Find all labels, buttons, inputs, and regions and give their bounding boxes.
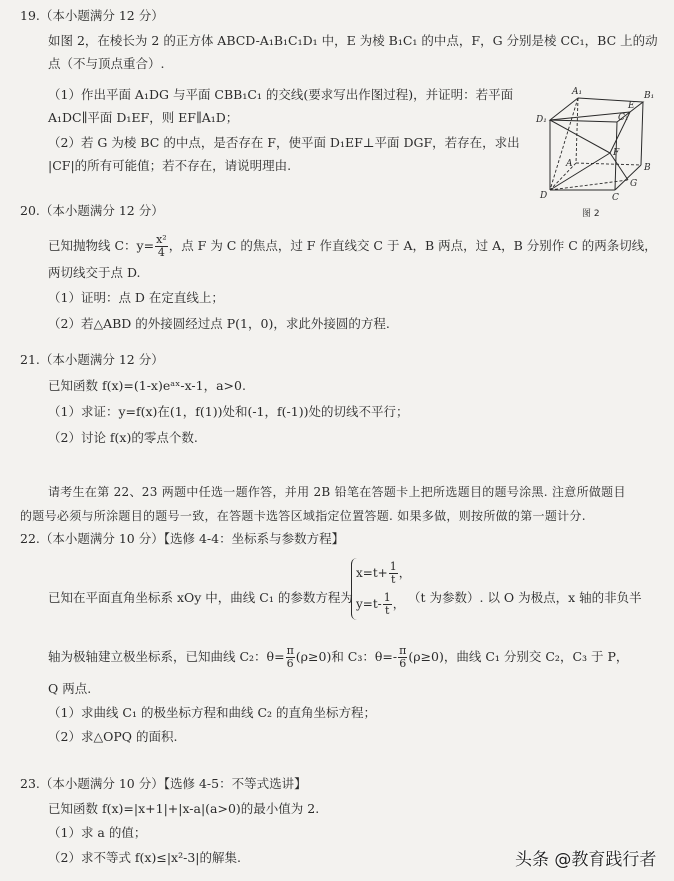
- label-a1: A₁: [572, 87, 583, 97]
- label-g: G: [630, 179, 638, 189]
- q23-header: 23.（本小题满分 10 分）【选修 4-5：不等式选讲】: [20, 776, 307, 791]
- label-c: C: [612, 193, 619, 203]
- eq-x-text: x=t+: [356, 566, 388, 580]
- q21-part2: （2）讨论 f(x)的零点个数.: [48, 430, 198, 445]
- q20-text-a: 已知抛物线 C：y=: [48, 238, 155, 253]
- q22-after: （t 为参数）. 以 O 为极点，x 轴的非负半: [408, 590, 642, 605]
- eq-x: [356, 558, 411, 589]
- q22-part1: （1）求曲线 C₁ 的极坐标方程和曲线 C₂ 的直角坐标方程；: [48, 705, 376, 720]
- q19-part1: A₁DC∥平面 D₁EF，则 EF∥A₁D；: [48, 110, 239, 125]
- label-c1: C₁: [618, 113, 629, 123]
- label-d1: D₁: [536, 115, 547, 125]
- q23-text: 已知函数 f(x)=|x+1|+|x-a|(a>0)的最小值为 2.: [48, 801, 320, 816]
- instruction-note: 的题号必须与所涂题目的题号一致，在答题卡选答区域指定位置答题. 如果多做，则按所做的第一题计分.: [20, 509, 586, 523]
- fraction: [286, 645, 295, 670]
- q23-part2: （2）求不等式 f(x)≤|x²-3|的解集.: [48, 850, 241, 865]
- numerator: 1: [389, 560, 397, 573]
- q19-text: 点（不与顶点重合）.: [48, 56, 165, 71]
- q19-header: 19.（本小题满分 12 分）: [20, 8, 164, 23]
- fraction: [398, 645, 407, 670]
- q22-line2: [48, 642, 628, 672]
- label-b1: B₁: [644, 91, 655, 101]
- figure-caption: 图 2: [582, 209, 600, 219]
- q19-part2: （2）若 G 为棱 BC 的中点，是否存在 F，使平面 D₁EF⊥平面 DGF，若存在，求出: [48, 135, 520, 150]
- q19-part1: （1）作出平面 A₁DG 与平面 CBB₁C₁ 的交线(要求写出作图过程)，并证明：若平面: [48, 87, 514, 102]
- q21-header: 21.（本小题满分 12 分）: [20, 352, 164, 367]
- denominator: 6: [399, 657, 407, 670]
- fraction: [383, 592, 392, 617]
- q20-part1: （1）证明：点 D 在定直线上；: [48, 290, 224, 305]
- comma: ，: [392, 597, 405, 611]
- numerator: π: [399, 644, 407, 657]
- q23-part1: （1）求 a 的值；: [48, 825, 147, 840]
- watermark: 头条 @教育践行者: [515, 850, 657, 870]
- q20-text-b: ，点 F 为 C 的焦点，过 F 作直线交 C 于 A，B 两点，过 A，B 分别作 C 的两条切线，: [168, 238, 657, 253]
- denominator: 4: [157, 246, 165, 259]
- q20-part2: （2）若△ABD 的外接圆经过点 P(1，0)，求此外接圆的方程.: [48, 316, 390, 331]
- eq-y: [356, 589, 411, 620]
- cube-figure: [530, 80, 660, 225]
- instruction-note: 请考生在第 22、23 两题中任选一题作答，并用 2B 铅笔在答题卡上把所选题目的题号涂黑. 注意所做题目: [48, 485, 626, 499]
- q22-intro: 已知在平面直角坐标系 xOy 中，曲线 C₁ 的参数方程为: [48, 590, 353, 605]
- fraction: [389, 561, 398, 586]
- q20-text: 两切线交于点 D.: [48, 265, 141, 280]
- q20-header: 20.（本小题满分 12 分）: [20, 203, 164, 218]
- parametric-system: [351, 558, 411, 620]
- q21-text: 已知函数 f(x)=(1-x)eᵃˣ-x-1，a>0.: [48, 378, 246, 393]
- denominator: t: [385, 604, 390, 617]
- label-b: B: [644, 163, 651, 173]
- label-e: E: [628, 101, 635, 111]
- eq-y-text: y=t-: [356, 597, 382, 611]
- label-d: D: [540, 191, 548, 201]
- q22-part2: （2）求△OPQ 的面积.: [48, 729, 178, 744]
- q20-text: [48, 232, 657, 260]
- numerator: x²: [156, 233, 167, 246]
- fraction: [155, 234, 168, 259]
- label-f: F: [613, 148, 620, 158]
- numerator: 1: [383, 591, 391, 604]
- denominator: t: [390, 573, 396, 586]
- q22-line3: Q 两点.: [48, 681, 92, 696]
- text: (ρ≥0)，曲线 C₁ 分别交 C₂，C₃ 于 P，: [408, 649, 629, 664]
- q19-text: 如图 2，在棱长为 2 的正方体 ABCD-A₁B₁C₁D₁ 中，E 为棱 B₁C₁ 的中点，F，G 分别是棱 CC₁，BC 上的动: [48, 33, 658, 48]
- label-a: A: [566, 159, 573, 169]
- q19-part2: |CF|的所有可能值；若不存在，请说明理由.: [48, 158, 292, 173]
- denominator: 6: [286, 657, 294, 670]
- q21-part1: （1）求证：y=f(x)在(1，f(1))处和(-1，f(-1))处的切线不平行；: [48, 404, 409, 419]
- text: 轴为极轴建立极坐标系，已知曲线 C₂：θ=: [48, 649, 285, 664]
- numerator: π: [286, 644, 294, 657]
- comma: ，: [398, 566, 411, 580]
- text: (ρ≥0)和 C₃：θ=-: [295, 649, 398, 664]
- q22-header: 22.（本小题满分 10 分）【选修 4-4：坐标系与参数方程】: [20, 531, 345, 546]
